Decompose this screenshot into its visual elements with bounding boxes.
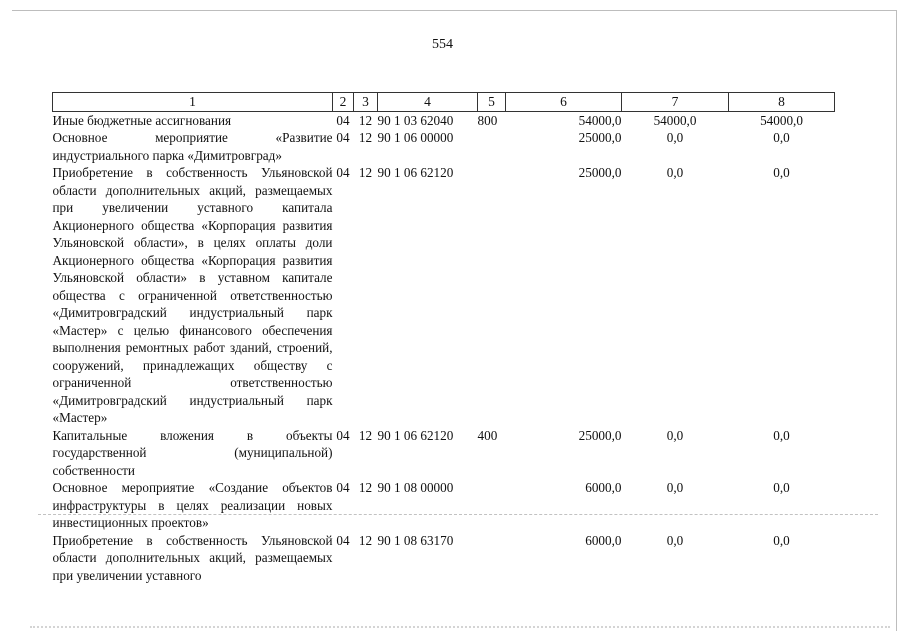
column-header: 6 — [506, 93, 622, 112]
cell-expense-type — [478, 532, 506, 585]
cell-amount-col6: 25000,0 — [578, 427, 622, 443]
row-name: Основное мероприятие «Развитие индустриального парка «Димитровград» — [52, 130, 333, 163]
table-row — [53, 164, 835, 427]
cell-amount-col6: 25000,0 — [578, 165, 622, 180]
cell-amount-col8: 54000,0 — [760, 112, 803, 128]
budget-table — [52, 92, 835, 584]
row-name: Капитальные вложения в объекты государственной (муниципальной) собственности — [52, 427, 333, 478]
cell-amount-col8: 0,0 — [773, 532, 790, 548]
column-header: 3 — [354, 93, 378, 112]
row-name: Иные бюджетные ассигнования — [52, 112, 232, 128]
cell-section: 04 — [336, 532, 350, 548]
table-row — [53, 129, 835, 164]
column-header: 5 — [478, 93, 506, 112]
cell-expense-type — [478, 479, 506, 532]
cell-expense-type — [478, 164, 506, 427]
cell-target-article: 90 1 03 62040 — [377, 112, 454, 128]
column-header: 4 — [378, 93, 478, 112]
cell-subsection: 12 — [358, 480, 373, 495]
cell-target-article: 90 1 06 62120 — [377, 165, 454, 180]
cell-amount-col6: 54000,0 — [578, 112, 622, 128]
row-name: Приобретение в собственность Ульяновской области дополнительных акций, размещаемых при увеличении уставного — [52, 532, 333, 583]
page-number: 554 — [432, 37, 453, 52]
column-header: 7 — [622, 93, 729, 112]
cell-section: 04 — [336, 112, 350, 128]
cell-subsection: 12 — [358, 532, 373, 548]
cell-subsection: 12 — [358, 130, 373, 145]
cell-amount-col8: 0,0 — [773, 130, 790, 145]
cell-target-article: 90 1 08 00000 — [377, 480, 454, 495]
cell-target-article: 90 1 08 63170 — [377, 532, 454, 548]
cell-section: 04 — [336, 427, 350, 443]
cell-subsection: 12 — [358, 427, 373, 443]
cell-section: 04 — [336, 130, 350, 145]
cell-section: 04 — [336, 165, 350, 180]
cell-subsection: 12 — [358, 112, 373, 128]
cell-amount-col7: 54000,0 — [653, 112, 697, 128]
cell-expense-type — [478, 129, 506, 164]
cell-amount-col7: 0,0 — [666, 165, 684, 180]
cell-amount-col6: 25000,0 — [578, 130, 622, 145]
row-name: Приобретение в собственность Ульяновской области дополнительных акций, размещаемых при увеличении уставного капитала Акционерного общества «Корпорация развития Ульяновской области», в целях оплаты доли Акционерного общества «Корпорация развития Ульяновской области» в уставном капитале общества с ограниченной ответственностью «Димитровградский индустриальный парк «Мастер» с целью финансового обеспечения выполнения ремонтных работ зданий, строений, сооружений, принадлежащих обществу с ограниченной ответственностью «Димитровградский индустриальный парк «Мастер» — [52, 165, 333, 425]
cell-amount-col7: 0,0 — [666, 532, 684, 548]
scan-artifact-line — [30, 626, 890, 628]
column-header: 1 — [53, 93, 333, 112]
header-row — [53, 93, 835, 112]
table-row — [53, 532, 835, 585]
cell-target-article: 90 1 06 62120 — [377, 427, 454, 443]
cell-expense-type: 400 — [477, 427, 498, 443]
cell-subsection: 12 — [358, 165, 373, 180]
column-header: 8 — [729, 93, 835, 112]
table-row — [53, 111, 835, 129]
cell-section: 04 — [336, 480, 350, 495]
cell-amount-col7: 0,0 — [666, 480, 684, 495]
cell-amount-col8: 0,0 — [773, 165, 790, 180]
cell-target-article: 90 1 06 00000 — [377, 130, 454, 145]
table-row — [53, 427, 835, 480]
row-name: Основное мероприятие «Создание объектов инфраструктуры в целях реализации новых инвестиционных проектов» — [52, 480, 333, 530]
cell-expense-type: 800 — [477, 112, 498, 128]
cell-amount-col7: 0,0 — [666, 130, 684, 145]
cell-amount-col6: 6000,0 — [585, 532, 622, 548]
column-header: 2 — [333, 93, 354, 112]
cell-amount-col6: 6000,0 — [585, 480, 622, 495]
cell-amount-col7: 0,0 — [666, 427, 684, 443]
cell-amount-col8: 0,0 — [773, 480, 790, 495]
scan-artifact-line — [38, 514, 878, 515]
cell-amount-col8: 0,0 — [773, 427, 790, 443]
table-row — [53, 479, 835, 532]
